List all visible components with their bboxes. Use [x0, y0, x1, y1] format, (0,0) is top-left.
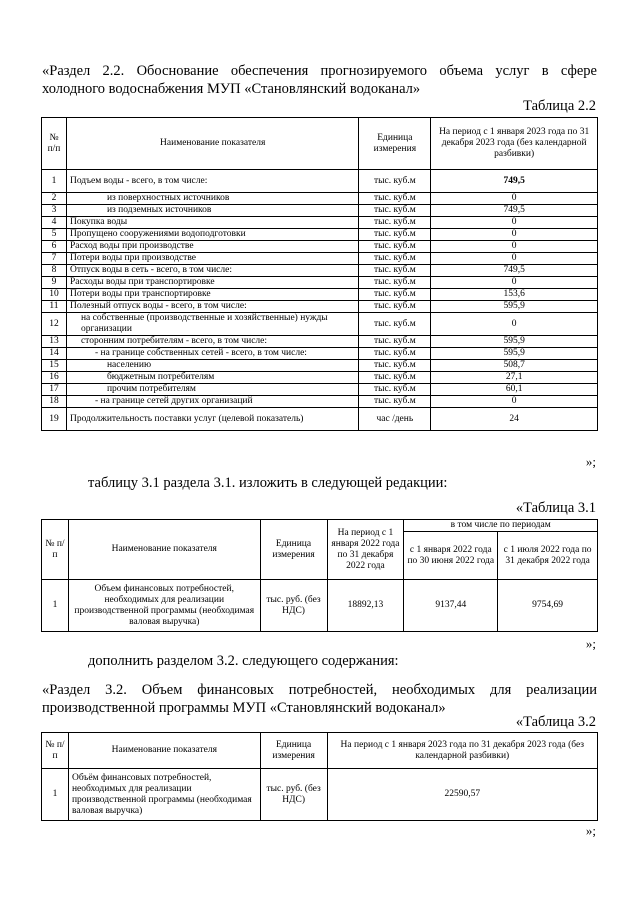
row-name: Потери воды при транспортировке — [66, 289, 358, 301]
row-num: 3 — [42, 205, 67, 217]
header-half-2: с 1 июля 2022 года по 31 декабря 2022 года — [498, 532, 598, 580]
row-value: 595,9 — [431, 336, 598, 348]
table-3-2-label: «Таблица 3.2 — [515, 714, 596, 730]
row-num: 1 — [42, 580, 69, 632]
row-value: 27,1 — [431, 372, 598, 384]
row-num: 15 — [42, 360, 67, 372]
header-period: На период с 1 января 2023 года по 31 декабря 2023 года (без календарной разбивки) — [431, 118, 598, 170]
row-name: на собственные (производственные и хозяйственные) нужды организации — [66, 313, 358, 336]
row-value: 60,1 — [431, 384, 598, 396]
row-name: Полезный отпуск воды - всего, в том числе: — [66, 301, 358, 313]
row-unit: тыс. куб.м — [359, 372, 431, 384]
row-value: 0 — [431, 313, 598, 336]
instruction-section-3-2: дополнить разделом 3.2. следующего содержания: — [88, 653, 399, 669]
row-value: 22590,57 — [327, 769, 597, 821]
section-2-2-heading — [42, 62, 597, 98]
table-row — [42, 193, 598, 205]
row-num: 10 — [42, 289, 67, 301]
row-num: 19 — [42, 408, 67, 431]
row-value: 0 — [431, 217, 598, 229]
row-unit: тыс. куб.м — [359, 205, 431, 217]
row-half-2: 9754,69 — [498, 580, 598, 632]
header-num: № п/п — [42, 520, 69, 580]
table-row — [42, 277, 598, 289]
row-num: 8 — [42, 265, 67, 277]
heading-line-1: «Раздел 3.2. Объем финансовых потребностей, необходимых для реализации — [42, 682, 597, 698]
row-name: из поверхностных источников — [66, 193, 358, 205]
row-num: 18 — [42, 396, 67, 408]
table-row — [42, 408, 598, 431]
row-value: 0 — [431, 229, 598, 241]
row-name: Отпуск воды в сеть - всего, в том числе: — [66, 265, 358, 277]
heading-line-2: холодного водоснабжения МУП «Становлянский водоканал» — [42, 81, 421, 97]
row-unit: тыс. куб.м — [359, 193, 431, 205]
row-name: Расходы воды при транспортировке — [66, 277, 358, 289]
row-num: 12 — [42, 313, 67, 336]
table-3-1-label: «Таблица 3.1 — [515, 500, 596, 516]
row-name: Расход воды при производстве — [66, 241, 358, 253]
table-row — [42, 229, 598, 241]
row-name: Подъем воды - всего, в том числе: — [66, 170, 358, 193]
row-unit: тыс. куб.м — [359, 396, 431, 408]
row-num: 13 — [42, 336, 67, 348]
row-num: 5 — [42, 229, 67, 241]
row-name: Пропущено сооружениями водоподготовки — [66, 229, 358, 241]
row-num: 17 — [42, 384, 67, 396]
row-value: 0 — [431, 193, 598, 205]
header-num: № п/п — [42, 118, 67, 170]
row-unit: тыс. руб. (без НДС) — [260, 769, 327, 821]
row-num: 11 — [42, 301, 67, 313]
row-name: Объём финансовых потребностей, необходимых для реализации производственной программы (необходимая валовая выручка) — [68, 769, 260, 821]
table-row — [42, 360, 598, 372]
row-total: 18892,13 — [327, 580, 404, 632]
row-num: 16 — [42, 372, 67, 384]
closing-quote-3-1: »; — [585, 636, 596, 651]
table-3-2 — [41, 732, 598, 821]
header-name: Наименование показателя — [68, 520, 260, 580]
table-row — [42, 289, 598, 301]
row-unit: тыс. куб.м — [359, 229, 431, 241]
row-name: населению — [66, 360, 358, 372]
row-name: Потери воды при производстве — [66, 253, 358, 265]
row-unit: тыс. куб.м — [359, 384, 431, 396]
row-num: 1 — [42, 769, 69, 821]
row-num: 9 — [42, 277, 67, 289]
header-name: Наименование показателя — [66, 118, 358, 170]
row-value: 24 — [431, 408, 598, 431]
table-row — [42, 217, 598, 229]
row-unit: час /день — [359, 408, 431, 431]
instruction-table-3-1: таблицу 3.1 раздела 3.1. изложить в следующей редакции: — [88, 475, 448, 491]
header-num: № п/п — [42, 733, 69, 769]
header-unit: Единица измерения — [359, 118, 431, 170]
header-name: Наименование показателя — [68, 733, 260, 769]
table-row — [42, 265, 598, 277]
row-num: 2 — [42, 193, 67, 205]
table-row — [42, 336, 598, 348]
heading-line-2: производственной программы МУП «Становлянский водоканал» — [42, 700, 446, 716]
table-2-2 — [41, 117, 598, 431]
row-name: Покупка воды — [66, 217, 358, 229]
header-group: в том числе по периодам — [404, 520, 598, 532]
header-unit: Единица измерения — [260, 733, 327, 769]
row-name: сторонним потребителям - всего, в том числе: — [66, 336, 358, 348]
table-row — [42, 372, 598, 384]
row-num: 6 — [42, 241, 67, 253]
row-name: Продолжительность поставки услуг (целевой показатель) — [66, 408, 358, 431]
row-num: 4 — [42, 217, 67, 229]
row-num: 7 — [42, 253, 67, 265]
row-half-1: 9137,44 — [404, 580, 498, 632]
row-unit: тыс. куб.м — [359, 301, 431, 313]
row-value: 508,7 — [431, 360, 598, 372]
table-2-2-label: Таблица 2.2 — [523, 98, 596, 114]
closing-quote-2-2: »; — [585, 454, 596, 469]
table-row — [42, 205, 598, 217]
row-unit: тыс. куб.м — [359, 277, 431, 289]
row-unit: тыс. куб.м — [359, 217, 431, 229]
header-half-1: с 1 января 2022 года по 30 июня 2022 года — [404, 532, 498, 580]
row-value: 749,5 — [431, 170, 598, 193]
row-name: прочим потребителям — [66, 384, 358, 396]
row-unit: тыс. куб.м — [359, 360, 431, 372]
closing-quote-3-2: »; — [585, 823, 596, 838]
table-row — [42, 253, 598, 265]
row-value: 749,5 — [431, 205, 598, 217]
row-value: 0 — [431, 396, 598, 408]
table-3-1 — [41, 519, 598, 632]
row-unit: тыс. куб.м — [359, 265, 431, 277]
heading-line-1: «Раздел 2.2. Обоснование обеспечения прогнозируемого объема услуг в сфере — [42, 63, 597, 79]
row-unit: тыс. куб.м — [359, 348, 431, 360]
row-name: - на границе собственных сетей - всего, в том числе: — [66, 348, 358, 360]
table-row — [42, 348, 598, 360]
header-period: На период с 1 января 2023 года по 31 декабря 2023 года (без календарной разбивки) — [327, 733, 597, 769]
row-num: 1 — [42, 170, 67, 193]
row-name: из подземных источников — [66, 205, 358, 217]
row-name: бюджетным потребителям — [66, 372, 358, 384]
row-value: 0 — [431, 241, 598, 253]
table-row — [42, 384, 598, 396]
row-unit: тыс. руб. (без НДС) — [260, 580, 327, 632]
row-unit: тыс. куб.м — [359, 241, 431, 253]
section-3-2-heading — [42, 681, 597, 717]
table-row — [42, 241, 598, 253]
header-unit: Единица измерения — [260, 520, 327, 580]
row-value: 153,6 — [431, 289, 598, 301]
row-name: - на границе сетей других организаций — [66, 396, 358, 408]
row-value: 749,5 — [431, 265, 598, 277]
row-name: Объем финансовых потребностей, необходимых для реализации производственной программы (необходимая валовая выручка) — [68, 580, 260, 632]
row-value: 0 — [431, 277, 598, 289]
row-unit: тыс. куб.м — [359, 289, 431, 301]
row-unit: тыс. куб.м — [359, 336, 431, 348]
table-row — [42, 313, 598, 336]
row-value: 0 — [431, 253, 598, 265]
header-period: На период с 1 января 2022 года по 31 декабря 2022 года — [327, 520, 404, 580]
row-unit: тыс. куб.м — [359, 253, 431, 265]
table-row — [42, 301, 598, 313]
row-value: 595,9 — [431, 348, 598, 360]
row-num: 14 — [42, 348, 67, 360]
row-unit: тыс. куб.м — [359, 170, 431, 193]
table-row — [42, 170, 598, 193]
row-value: 595,9 — [431, 301, 598, 313]
row-unit: тыс. куб.м — [359, 313, 431, 336]
table-row — [42, 396, 598, 408]
